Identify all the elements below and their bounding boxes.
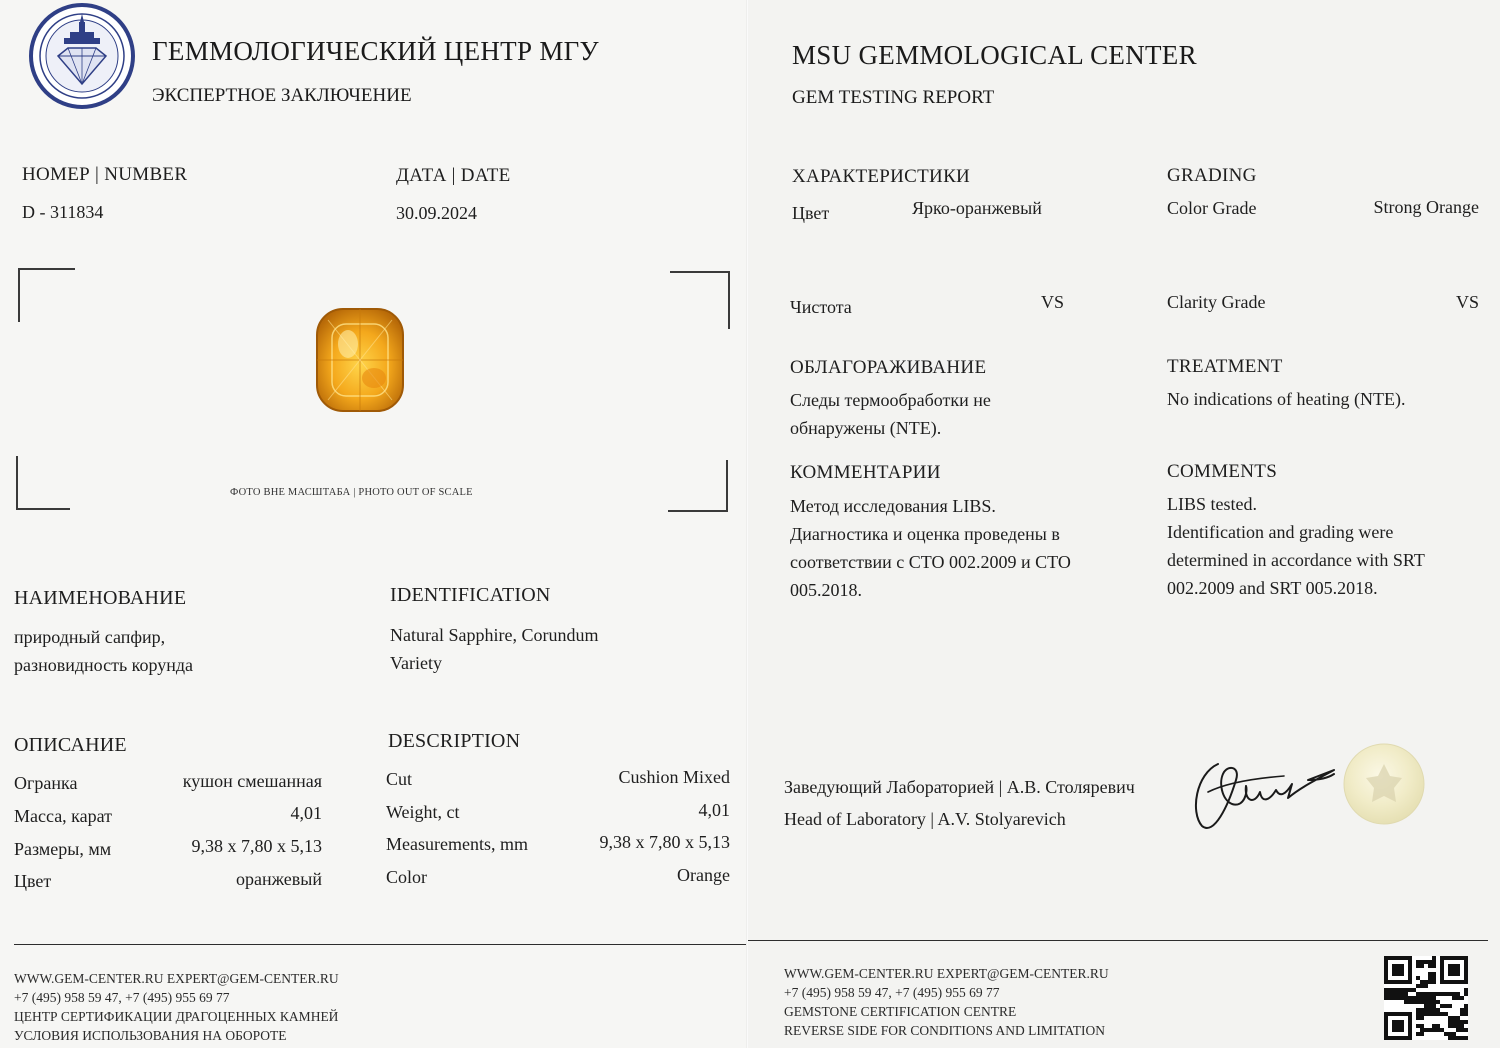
header-subtitle-ru: ЭКСПЕРТНОЕ ЗАКЛЮЧЕНИЕ	[152, 85, 412, 106]
identification-heading: IDENTIFICATION	[390, 584, 551, 606]
naming-heading-ru: НАИМЕНОВАНИЕ	[14, 587, 187, 609]
photo-frame-corner-br	[668, 460, 728, 512]
desc-en-value-color: Orange	[677, 865, 730, 885]
footer-left-phones: +7 (495) 958 59 47, +7 (495) 955 69 77	[14, 990, 230, 1005]
comments-text-en	[1167, 490, 1467, 602]
report-date: 30.09.2024	[396, 203, 477, 223]
comments-text-ru	[790, 492, 1120, 604]
date-label: ДАТА | DATE	[396, 165, 511, 186]
report-number: D - 311834	[22, 202, 104, 222]
treatment-heading-ru: ОБЛАГОРАЖИВАНИЕ	[790, 357, 987, 378]
comments-heading-en: COMMENTS	[1167, 461, 1278, 482]
footer-rule-right	[748, 940, 1488, 941]
desc-en-label-weight: Weight, ct	[386, 802, 460, 822]
naming-text-ru: природный сапфир, разновидность корунда	[14, 627, 194, 675]
desc-en-value-weight: 4,01	[698, 800, 730, 820]
treatment-heading-en: TREATMENT	[1167, 356, 1283, 377]
footer-right-contacts: WWW.GEM-CENTER.RU EXPERT@GEM-CENTER.RU	[784, 966, 1109, 981]
desc-ru-label-weight: Масса, карат	[14, 806, 113, 826]
color-grade-value: Strong Orange	[1373, 197, 1479, 217]
comments-heading-ru: КОММЕНТАРИИ	[790, 462, 941, 483]
footer-rule-left	[14, 944, 748, 945]
footer-left-contacts: WWW.GEM-CENTER.RU EXPERT@GEM-CENTER.RU	[14, 971, 339, 986]
signatory-en: Head of Laboratory | A.V. Stolyarevich	[784, 809, 1066, 829]
desc-ru-label-cut: Огранка	[14, 773, 78, 793]
desc-ru-value-weight: 4,01	[290, 803, 322, 823]
header-title-en: MSU GEMMOLOGICAL CENTER	[792, 40, 1197, 70]
photo-frame-corner-tl	[18, 268, 75, 322]
msu-emblem-icon	[28, 2, 136, 110]
clarity-grade-label: Clarity Grade	[1167, 292, 1266, 312]
photo-frame-corner-tr	[670, 271, 730, 329]
color-value-ru: Ярко-оранжевый	[912, 198, 1042, 218]
desc-en-value-measurements: 9,38 x 7,80 x 5,13	[599, 832, 730, 852]
left-page	[0, 0, 748, 1048]
comments-ru-standards: Диагностика и оценка проведены в соответствии с СТО 002.2009 и СТО 005.2018.	[790, 524, 1071, 600]
comments-en-standards: Identification and grading were determined in accordance with SRT 002.2009 and SRT 005.2018.	[1167, 522, 1425, 598]
color-grade-label: Color Grade	[1167, 198, 1257, 218]
qr-code-icon	[1384, 956, 1468, 1040]
footer-right-phones: +7 (495) 958 59 47, +7 (495) 955 69 77	[784, 985, 1000, 1000]
desc-en-label-measurements: Measurements, mm	[386, 834, 528, 854]
clarity-label-ru: Чистота	[790, 297, 852, 317]
hologram-seal-icon	[1342, 742, 1426, 826]
grading-heading-en: GRADING	[1167, 165, 1257, 186]
footer-left	[14, 969, 434, 1045]
comments-ru-method: Метод исследования LIBS.	[790, 496, 996, 516]
cushion-gem-photo	[314, 306, 406, 414]
identification-text: Natural Sapphire, Corundum Variety	[390, 625, 599, 673]
handwritten-signature	[1188, 752, 1336, 836]
right-page	[748, 0, 1500, 1048]
footer-right-conditions: REVERSE SIDE FOR CONDITIONS AND LIMITATION	[784, 1023, 1106, 1038]
grading-heading-ru: ХАРАКТЕРИСТИКИ	[792, 166, 971, 187]
desc-ru-label-color: Цвет	[14, 871, 52, 891]
footer-right-centre: GEMSTONE CERTIFICATION CENTRE	[784, 1004, 1017, 1019]
footer-left-conditions: УСЛОВИЯ ИСПОЛЬЗОВАНИЯ НА ОБОРОТЕ	[14, 1028, 287, 1043]
header-title-ru: ГЕММОЛОГИЧЕСКИЙ ЦЕНТР МГУ	[152, 36, 599, 66]
treatment-text-en: No indications of heating (NTE).	[1167, 389, 1406, 409]
number-label: НОМЕР | NUMBER	[22, 164, 188, 185]
footer-right	[784, 964, 1204, 1040]
clarity-value-ru: VS	[1040, 292, 1064, 312]
desc-ru-value-measurements: 9,38 x 7,80 x 5,13	[191, 836, 322, 856]
description-heading-en: DESCRIPTION	[388, 730, 521, 752]
color-label-ru: Цвет	[792, 203, 830, 223]
footer-left-center: ЦЕНТР СЕРТИФИКАЦИИ ДРАГОЦЕННЫХ КАМНЕЙ	[14, 1009, 339, 1024]
desc-en-value-cut: Cushion Mixed	[618, 767, 730, 787]
desc-ru-value-cut: кушон смешанная	[182, 771, 322, 791]
signatory-ru: Заведующий Лабораторией | А.В. Столяревич	[784, 777, 1135, 797]
desc-ru-value-color: оранжевый	[235, 869, 322, 889]
treatment-text-ru: Следы термообработки не обнаружены (NTE).	[790, 390, 991, 438]
photo-caption: ФОТО ВНЕ МАСШТАБА | PHOTO OUT OF SCALE	[230, 487, 473, 498]
photo-frame-corner-bl	[16, 456, 70, 510]
desc-en-label-cut: Cut	[386, 769, 413, 789]
comments-en-method: LIBS tested.	[1167, 494, 1257, 514]
description-heading-ru: ОПИСАНИЕ	[14, 734, 127, 756]
desc-en-label-color: Color	[386, 867, 428, 887]
clarity-grade-value: VS	[1455, 292, 1479, 312]
desc-ru-label-measurements: Размеры, мм	[14, 839, 112, 859]
header-subtitle-en: GEM TESTING REPORT	[792, 87, 995, 108]
